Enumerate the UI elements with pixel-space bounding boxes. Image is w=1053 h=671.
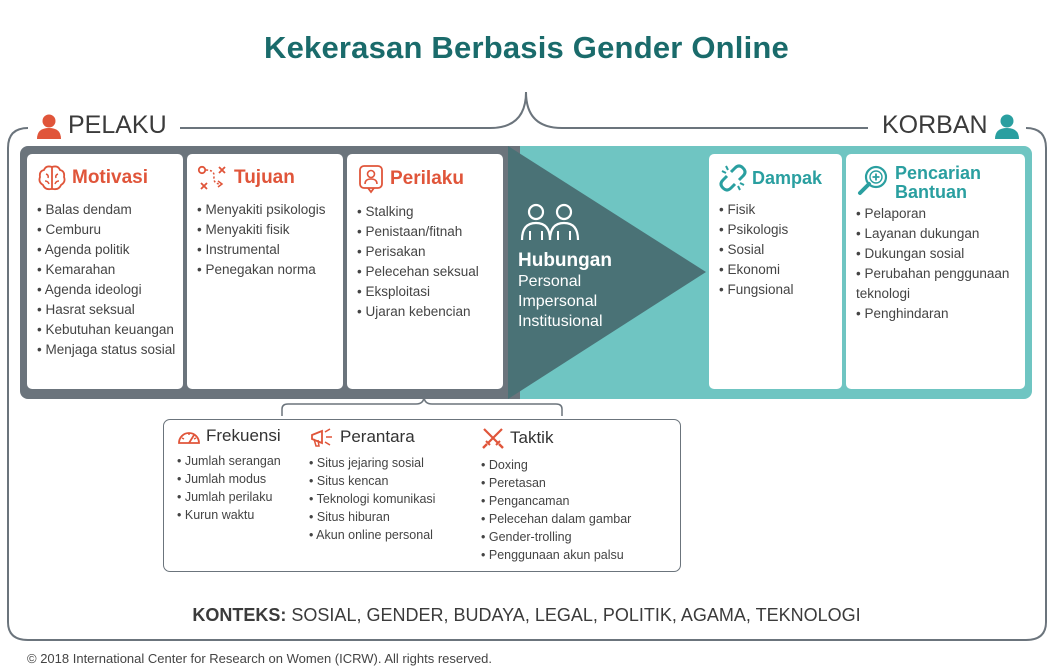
card-title: Motivasi bbox=[72, 167, 149, 188]
context-line bbox=[0, 605, 1053, 626]
list-item: • Peretasan bbox=[481, 474, 631, 492]
victim-text: KORBAN bbox=[882, 111, 988, 139]
card-title: Tujuan bbox=[234, 167, 295, 188]
perilaku-list bbox=[357, 202, 495, 322]
list-item: • Kurun waktu bbox=[177, 506, 281, 524]
list-item: • Penghindaran bbox=[856, 304, 1017, 324]
hubungan-line: Personal bbox=[518, 273, 582, 290]
list-item: • Pelaporan bbox=[856, 204, 1017, 224]
context-label: KONTEKS: bbox=[192, 605, 287, 625]
hubungan-title: Hubungan bbox=[518, 250, 612, 271]
list-item: • Menyakiti psikologis bbox=[197, 200, 335, 220]
card-title: Pencarian bbox=[895, 163, 982, 183]
hubungan-line: Institusional bbox=[518, 313, 603, 330]
list-item: • Jumlah serangan bbox=[177, 452, 281, 470]
taktik-list bbox=[481, 456, 631, 564]
frekuensi-list bbox=[177, 452, 281, 524]
hubungan-line: Impersonal bbox=[518, 293, 598, 310]
list-item: • Dukungan sosial bbox=[856, 244, 1017, 264]
list-item: • Pelecehan seksual bbox=[357, 262, 495, 282]
list-item: • Stalking bbox=[357, 202, 495, 222]
list-item: • Agenda politik bbox=[37, 240, 175, 260]
list-item: • Fungsional bbox=[719, 280, 834, 300]
card-dampak bbox=[709, 154, 842, 389]
list-item: • Sosial bbox=[719, 240, 834, 260]
list-item: • Situs kencan bbox=[309, 472, 435, 490]
list-item: • Layanan dukungan bbox=[856, 224, 1017, 244]
motivasi-list bbox=[37, 200, 175, 360]
list-item: • Teknologi komunikasi bbox=[309, 490, 435, 508]
tujuan-list bbox=[197, 200, 335, 280]
list-item: • Gender-trolling bbox=[481, 528, 631, 546]
list-item: • Jumlah modus bbox=[177, 470, 281, 488]
list-item: • Kemarahan bbox=[37, 260, 175, 280]
column-title: Perantara bbox=[340, 427, 415, 446]
card-pencarian-bantuan bbox=[846, 154, 1025, 389]
list-item: • Akun online personal bbox=[309, 526, 435, 544]
list-item: • Instrumental bbox=[197, 240, 335, 260]
frekuensi-column bbox=[177, 426, 281, 524]
list-item: • Eksploitasi bbox=[357, 282, 495, 302]
perpetrator-label bbox=[36, 111, 167, 140]
perpetrator-text: PELAKU bbox=[68, 111, 167, 139]
gauge-icon bbox=[177, 426, 201, 446]
taktik-column bbox=[481, 426, 631, 564]
list-item: • Agenda ideologi bbox=[37, 280, 175, 300]
list-item: • Fisik bbox=[719, 200, 834, 220]
list-item: • Situs jejaring sosial bbox=[309, 454, 435, 472]
list-item: • Doxing bbox=[481, 456, 631, 474]
list-item: • Ujaran kebencian bbox=[357, 302, 495, 322]
column-title: Frekuensi bbox=[206, 426, 281, 445]
people-icon bbox=[518, 203, 582, 241]
card-title: Dampak bbox=[752, 167, 823, 188]
list-item: • Penegakan norma bbox=[197, 260, 335, 280]
list-item: • Perubahan penggunaan teknologi bbox=[856, 264, 1026, 304]
list-item: • Menyakiti fisik bbox=[197, 220, 335, 240]
list-item: • Psikologis bbox=[719, 220, 834, 240]
page-title: Kekerasan Berbasis Gender Online bbox=[263, 30, 789, 65]
list-item: • Cemburu bbox=[37, 220, 175, 240]
card-perilaku bbox=[347, 154, 503, 389]
strategy-icon bbox=[197, 164, 229, 192]
list-item: • Pelecehan dalam gambar bbox=[481, 510, 631, 528]
list-item: • Penistaan/fitnah bbox=[357, 222, 495, 242]
column-title: Taktik bbox=[510, 428, 554, 447]
list-item: • Situs hiburan bbox=[309, 508, 435, 526]
list-item: • Perisakan bbox=[357, 242, 495, 262]
list-item: • Hasrat seksual bbox=[37, 300, 175, 320]
perantara-list bbox=[309, 454, 435, 544]
list-item: • Penggunaan akun palsu bbox=[481, 546, 631, 564]
card-tujuan bbox=[187, 154, 343, 389]
list-item: • Menjaga status sosial bbox=[37, 340, 175, 360]
megaphone-icon bbox=[309, 426, 335, 448]
copyright-text: © 2018 International Center for Research on Women (ICRW). All rights reserved. bbox=[27, 651, 493, 666]
victim-label bbox=[882, 111, 1020, 140]
list-item: • Ekonomi bbox=[719, 260, 834, 280]
search-plus-icon bbox=[856, 164, 890, 198]
list-item: • Balas dendam bbox=[37, 200, 175, 220]
modes-box bbox=[163, 419, 681, 572]
list-item: • Jumlah perilaku bbox=[177, 488, 281, 506]
list-item: • Kebutuhan keuangan bbox=[37, 320, 175, 340]
broken-link-icon bbox=[719, 164, 747, 192]
card-title: Perilaku bbox=[390, 168, 464, 189]
card-motivasi bbox=[27, 154, 183, 389]
person-icon bbox=[994, 113, 1020, 139]
crossed-swords-icon bbox=[481, 426, 505, 450]
person-badge-icon bbox=[357, 164, 385, 194]
dampak-list bbox=[719, 200, 834, 300]
card-title: Bantuan bbox=[895, 182, 967, 202]
pencarian-list bbox=[856, 204, 1017, 324]
list-item: • Pengancaman bbox=[481, 492, 631, 510]
hubungan-block bbox=[518, 203, 612, 332]
context-values: SOSIAL, GENDER, BUDAYA, LEGAL, POLITIK, AGAMA, TEKNOLOGI bbox=[291, 605, 861, 625]
perantara-column bbox=[309, 426, 435, 544]
brain-icon bbox=[37, 164, 67, 192]
person-icon bbox=[36, 113, 62, 139]
